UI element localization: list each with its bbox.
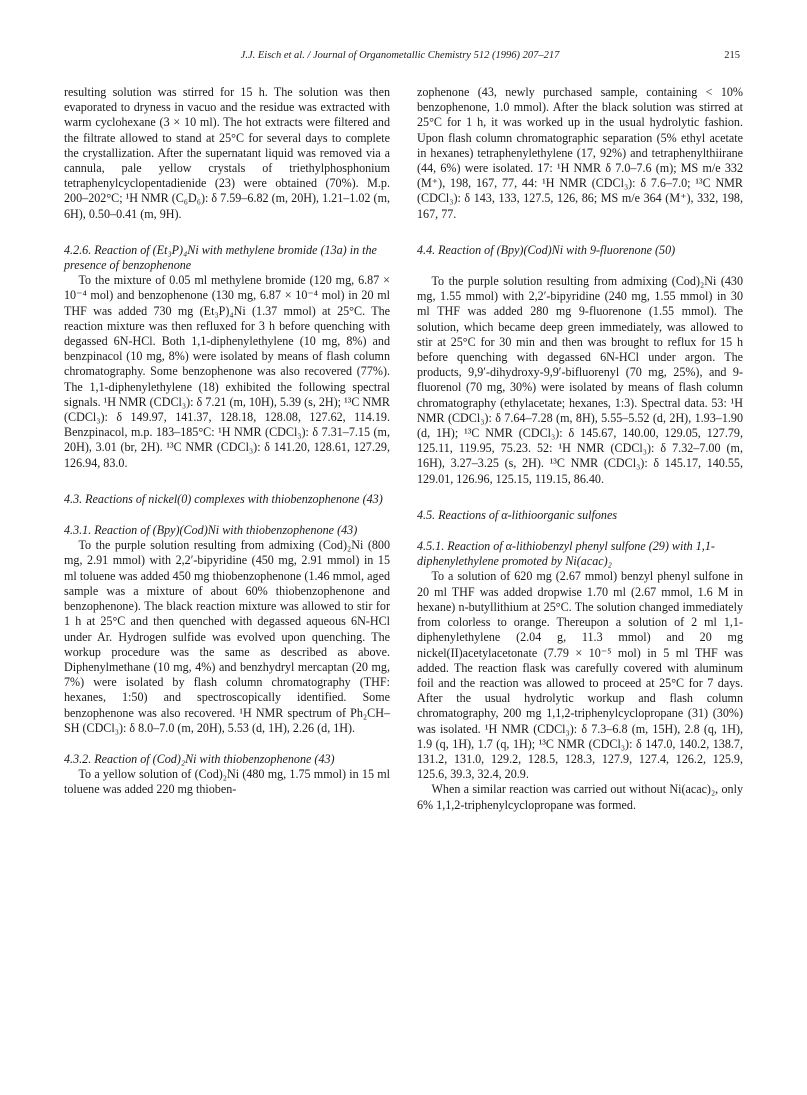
right-column bbox=[417, 85, 743, 813]
section-heading-4-5: 4.5. Reactions of α-lithioorganic sulfones bbox=[417, 507, 618, 522]
paragraph-4-5-1: To a solution of 620 mg (2.67 mmol) benzyl phenyl sulfone in 20 ml THF was added dropwise 1.70 ml (2.67 mmol, 1.6 M in hexane) n-butyllithium at 25°C. The solution changed immediately from colorless to orange. Thereupon a solution of 2 ml 1,1-diphenylethylene (2.04 g, 11.3 mmol) and 20 mg nickel(II)acetylacetonate (7.79 × 10⁻⁵ mol) in 5 ml THF was added. The reaction flask was carefully covered with aluminum foil and the reaction was allowed to proceed at 25°C for 7 days. After the usual hydrolytic workup and flash column chromatography, 200 mg 1,1,2-triphenylcyclopropane (31) (30%) was isolated. ¹H NMR (CDCl₃): δ 7.3–6.8 (m, 15H), 2.8 (q, 1H), 1.9 (q, 1H), 1.7 (q, 1H); ¹³C NMR (CDCl₃): δ 147.0, 140.2, 138.7, 131.2, 131.0, 129.2, 128.5, 128.3, 127.9, 127.4, 126.2, 125.9, 125.6, 39.3, 32.4, 20.9. bbox=[417, 569, 743, 782]
section-heading-4-5-1: 4.5.1. Reaction of α-lithiobenzyl phenyl sulfone (29) with 1,1-diphenylethylene promoted by Ni(acac)₂ bbox=[417, 539, 715, 569]
section-heading-4-3-1: 4.3.1. Reaction of (Bpy)(Cod)Ni with thiobenzophenone (43) bbox=[64, 523, 358, 538]
paragraph-4-3-2: To a yellow solution of (Cod)₂Ni (480 mg, 1.75 mmol) in 15 ml toluene was added 220 mg thioben- bbox=[64, 767, 390, 797]
paragraph-4-4: To the purple solution resulting from admixing (Cod)₂Ni (430 mg, 1.55 mmol) with 2,2′-bipyridine (240 mg, 1.55 mmol) in 30 ml THF was added 280 mg 9-fluorenone (1.55 mmol). The solution, which became deep green immediately, was allowed to stir at 25°C for 30 min and then was brought to reflux for 15 h before quenching with degassed 6N-HCl under argon. The products, 9,9′-dihydroxy-9,9′-bifluorenyl (70 mg, 25%), and 9-fluorenol (70 mg, 30%) were isolated by means of flash column chromatography (ethylacetate; hexanes, 1:3). Spectral data. 53: ¹H NMR (CDCl₃): δ 7.64–7.28 (m, 8H), 5.55–5.52 (d, 2H), 1.93–1.90 (d, 1H); ¹³C NMR (CDCl₃): δ 145.67, 140.00, 129.05, 127.79, 125.11, 119.95, 75.23. 52: ¹H NMR (CDCl₃): δ 7.32–7.00 (m, 16H), 3.27–3.25 (s, 2H). ¹³C NMR (CDCl₃): δ 145.17, 140.55, 129.01, 126.96, 125.15, 119.15, 86.40. bbox=[417, 274, 743, 486]
paragraph-continuation-right: zophenone (43, newly purchased sample, containing < 10% benzophenone, 1.0 mmol). After the black solution was stirred at 25°C for 1 h, it was worked up in the usual hydrolytic fashion. Upon flash column chromatographic separation (5% ethyl acetate in hexanes) tetraphenylethylene (17, 92%) and tetraphenylthiirane (44, 6%) were isolated. 17: ¹H NMR δ 7.0–7.6 (m); MS m/e 332 (M⁺), 198, 167, 77, 44: ¹H NMR (CDCl₃): δ 7.6–7.0; ¹³C NMR (CDCl₃): δ 143, 133, 127.5, 126, 86; MS m/e 364 (M⁺), 332, 198, 167, 77. bbox=[417, 85, 743, 221]
paragraph-4-5-1-b: When a similar reaction was carried out without Ni(acac)₂, only 6% 1,1,2-triphenylcyclopropane was formed. bbox=[417, 782, 743, 812]
section-heading-4-2-6: 4.2.6. Reaction of (Et₃P)₄Ni with methylene bromide (13a) in the presence of benzophenone bbox=[64, 242, 377, 273]
paragraph-4-2-6: To the mixture of 0.05 ml methylene bromide (120 mg, 6.87 × 10⁻⁴ mol) and benzophenone (130 mg, 6.87 × 10⁻⁴ mol) in 20 ml THF was added 730 mg (Et₃P)₄Ni (1.37 mmol) at 25°C. The reaction mixture was then refluxed for 3 h before quenching with degassed 6N-HCl. Both 1,1-diphenylethylene (10 mg, 8%) and benzpinacol (10 mg, 8%) were isolated by means of flash column chromatography. Some benzophenone was also recovered (77%). The 1,1-diphenylethylene (18) exhibited the following spectral signals. ¹H NMR (CDCl₃): δ 7.21 (m, 10H), 5.39 (s, 2H); ¹³C NMR (CDCl₃): δ 149.97, 141.37, 128.18, 128.08, 127.62, 114.19. Benzpinacol, m.p. 183–185°C: ¹H NMR (CDCl₃): δ 7.31–7.15 (m, 20H), 3.01 (br, 2H). ¹³C NMR (CDCl₃): δ 141.20, 128.61, 127.29, 126.94, 83.0. bbox=[64, 273, 390, 470]
section-heading-4-3-2: 4.3.2. Reaction of (Cod)₂Ni with thiobenzophenone (43) bbox=[64, 751, 335, 766]
left-column bbox=[64, 85, 390, 798]
running-title: J.J. Eisch et al. / Journal of Organometallic Chemistry 512 (1996) 207–217 bbox=[240, 50, 560, 61]
paragraph-4-3-1: To the purple solution resulting from admixing (Cod)₂Ni (800 mg, 2.91 mmol) with 2,2′-bipyridine (450 mg, 2.91 mmol) in 15 ml toluene was added 450 mg thiobenzophenone (1.46 mmol, aged sample was a mixture of about 60% thiobenzophenone and benzophenone). The black reaction mixture was allowed to stir for 1 h at 25°C and then quenched with degassed aqueous 6N-HCl under Ar. Hydrogen sulfide was evolved upon quenching. The workup procedure was the same as described as above. Diphenylmethane (10 mg, 4%) and benzhydryl mercaptan (20 mg, 7%) were isolated by flash column chromatography (THF: hexanes, 1:50) and spectroscopically identified. Some benzophenone was also recovered. ¹H NMR spectrum of Ph₂CH–SH (CDCl₃): δ 8.0–7.0 (m, 20H), 5.53 (d, 1H), 2.26 (d, 1H). bbox=[64, 538, 390, 735]
section-heading-4-4: 4.4. Reaction of (Bpy)(Cod)Ni with 9-fluorenone (50) bbox=[417, 242, 676, 257]
running-header bbox=[60, 50, 740, 66]
section-heading-4-3: 4.3. Reactions of nickel(0) complexes with thiobenzophenone (43) bbox=[64, 491, 383, 506]
paragraph-continuation: resulting solution was stirred for 15 h. The solution was then evaporated to dryness in vacuo and the residue was extracted with warm cyclohexane (3 × 10 ml). The hot extracts were filtered and the filtrate allowed to stand at 25°C for several days to complete the crystallization. After the supernatant liquid was removed via a cannula, pale yellow crystals of triethylphosphonium tetraphenylcyclopentadienide (23) were obtained (70%). M.p. 200–202°C; ¹H NMR (C₆D₆): δ 7.59–6.82 (m, 20H), 1.21–1.02 (m, 6H), 0.50–0.41 (m, 9H). bbox=[64, 85, 390, 221]
page-number: 215 bbox=[724, 50, 740, 61]
